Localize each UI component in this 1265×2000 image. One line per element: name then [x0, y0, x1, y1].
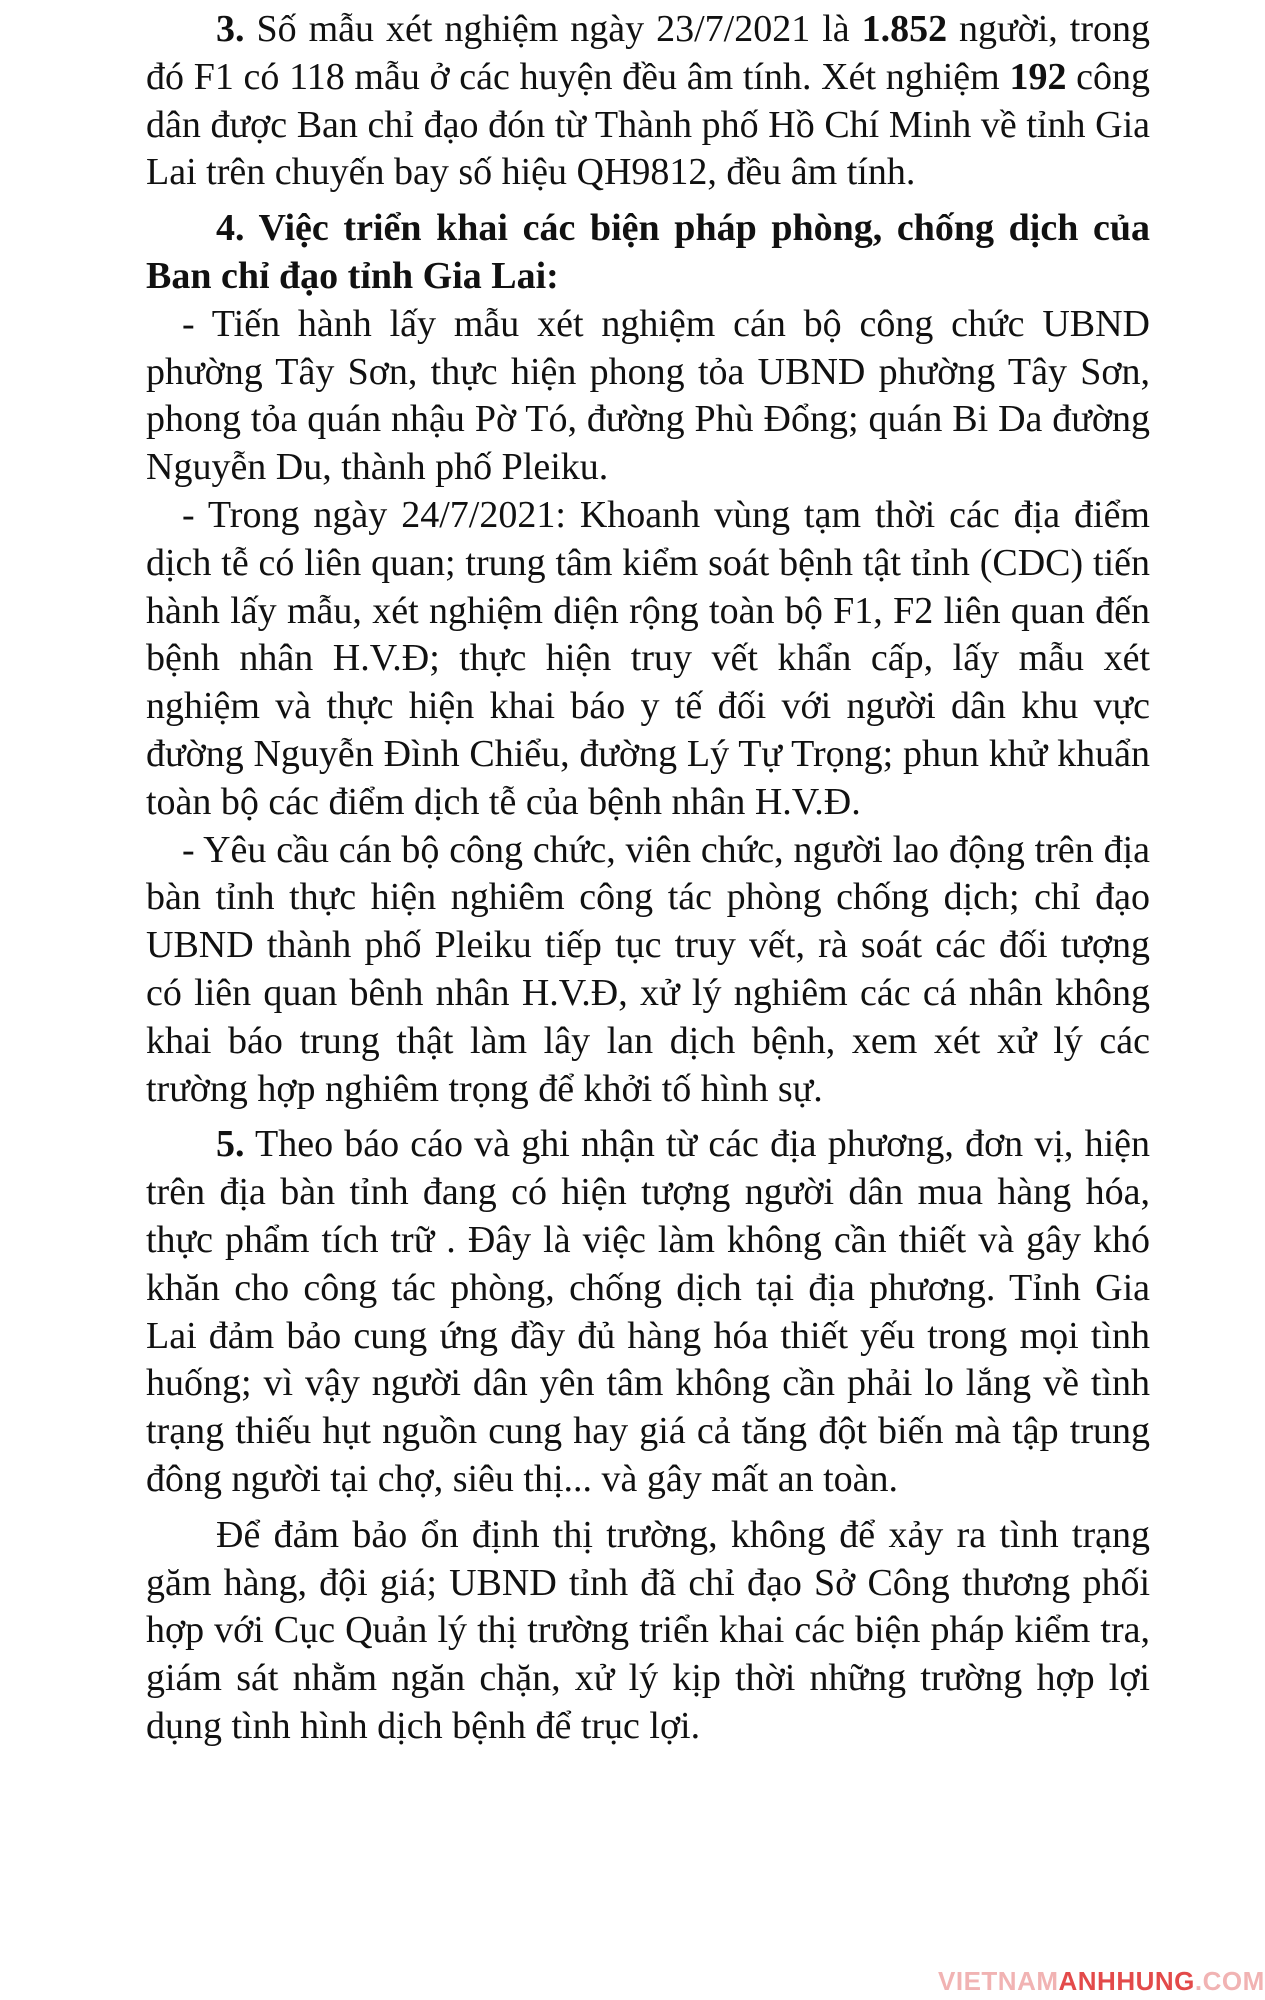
paragraph-6: Để đảm bảo ổn định thị trường, không để xảy ra tình trạng găm hàng, đội giá; UBND tỉnh đã chỉ đạo Sở Công thương phối hợp với Cục Quản lý thị trường triển khai các biện pháp kiểm tra, giám sát nhằm ngăn chặn, xử lý kịp thời những trường hợp lợi dụng tình hình dịch bệnh để trục lợi.: [146, 1513, 1150, 1747]
paragraph-5-text: Theo báo cáo và ghi nhận từ các địa phương, đơn vị, hiện trên địa bàn tỉnh đang có hiện tượng người dân mua hàng hóa, thực phẩm tích trữ . Đây là việc làm không cần thiết và gây khó khăn cho công tác phòng, chống dịch tại địa phương. Tỉnh Gia Lai đảm bảo cung ứng đầy đủ hàng hóa thiết yếu trong mọi tình huống; vì vậy người dân yên tâm không cần phải lo lắng về tình trạng thiếu hụt nguồn cung hay giá cả tăng đột biến mà tập trung đông người tại chợ, siêu thị... và gây mất an toàn.: [146, 1123, 1150, 1500]
citizen-count: 192: [1009, 55, 1067, 98]
section-4-heading: 4. Việc triển khai các biện pháp phòng, chống dịch của Ban chỉ đạo tỉnh Gia Lai:: [146, 207, 1150, 297]
site-watermark: [938, 1966, 1265, 1996]
paragraph-3: [146, 6, 1150, 197]
paragraph-5: [146, 1121, 1150, 1503]
paragraph-3-number: 3.: [216, 8, 245, 50]
paragraph-3-text-1: Số mẫu xét nghiệm ngày 23/7/2021 là: [244, 8, 862, 50]
bullet-3: - Yêu cầu cán bộ công chức, viên chức, người lao động trên địa bàn tỉnh thực hiện nghiêm công tác phòng chống dịch; chỉ đạo UBND thành phố Pleiku tiếp tục truy vết, rà soát các đối tượng có liên quan bênh nhân H.V.Đ, xử lý nghiêm các cá nhân không khai báo trung thật làm lây lan dịch bệnh, xem xét xử lý các trường hợp nghiêm trọng để khởi tố hình sự.: [146, 828, 1150, 1110]
watermark-part-3: .COM: [1194, 1966, 1265, 1996]
paragraph-5-number: 5.: [216, 1123, 245, 1166]
document-page: [146, 6, 1150, 1751]
paragraph-3-text-3: công dân được Ban chỉ đạo đón từ Thành phố Hồ Chí Minh về tỉnh Gia Lai trên chuyến bay số hiệu QH9812, đều âm tính.: [146, 55, 1151, 194]
watermark-part-1: VIETNAM: [938, 1966, 1059, 1996]
paragraph-3-text-2: người, trong đó F1 có 118 mẫu ở các huyện đều âm tính. Xét nghiệm: [146, 8, 1150, 98]
watermark-part-2: ANHHUNG: [1058, 1966, 1195, 1996]
bullet-1: - Tiến hành lấy mẫu xét nghiệm cán bộ công chức UBND phường Tây Sơn, thực hiện phong tỏa UBND phường Tây Sơn, phong tỏa quán nhậu Pờ Tó, đường Phù Đổng; quán Bi Da đường Nguyễn Du, thành phố Pleiku.: [146, 302, 1150, 489]
bullet-2: - Trong ngày 24/7/2021: Khoanh vùng tạm thời các địa điểm dịch tễ có liên quan; trung tâm kiểm soát bệnh tật tỉnh (CDC) tiến hành lấy mẫu, xét nghiệm diện rộng toàn bộ F1, F2 liên quan đến bệnh nhân H.V.Đ; thực hiện truy vết khẩn cấp, lấy mẫu xét nghiệm và thực hiện khai báo y tế đối với người dân khu vực đường Nguyễn Đình Chiểu, đường Lý Tự Trọng; phun khử khuẩn toàn bộ các điểm dịch tễ của bệnh nhân H.V.Đ.: [146, 493, 1150, 823]
sample-count: 1.852: [861, 8, 948, 50]
